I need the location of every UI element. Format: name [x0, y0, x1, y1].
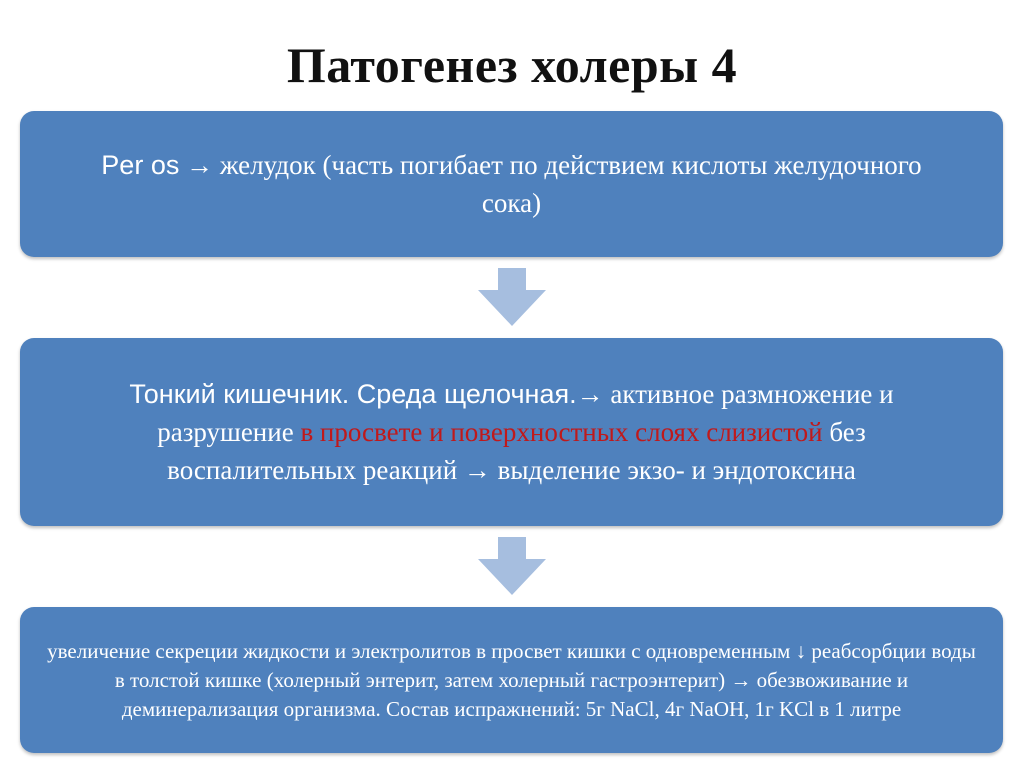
step-text-2	[60, 375, 963, 489]
slide-title: Патогенез холеры 4	[286, 37, 738, 93]
step-2-tail: без воспалительных реакций → выделение экзо- и эндотоксина	[167, 417, 866, 485]
step-box-1	[20, 111, 1003, 257]
step-2-body: → активное размножение и разрушение	[157, 379, 894, 447]
step-1-lead: Per os	[101, 150, 180, 180]
step-text-1	[80, 146, 943, 222]
step-1-body: → желудок (часть погибает по действием кислоты желудочного сока)	[179, 150, 922, 218]
step-text-3: увеличение секреции жидкости и электролитов в просвет кишки с одновременным ↓ реабсорбции воды в толстой кишке (холерный энтерит, затем холерный гастроэнтерит) → обезвоживание и деминерализация организма. Состав испражнений: 5г NaCl, 4г NaOH, 1г KCl в 1 литре	[47, 638, 976, 721]
step-box-2	[20, 338, 1003, 526]
step-2-highlight: в просвете и поверхностных слоях слизистой	[300, 417, 823, 447]
step-2-lead: Тонкий кишечник. Среда щелочная.	[129, 379, 577, 409]
down-arrow-icon	[478, 268, 546, 326]
step-box-3	[20, 607, 1003, 753]
down-arrow-icon	[478, 537, 546, 595]
